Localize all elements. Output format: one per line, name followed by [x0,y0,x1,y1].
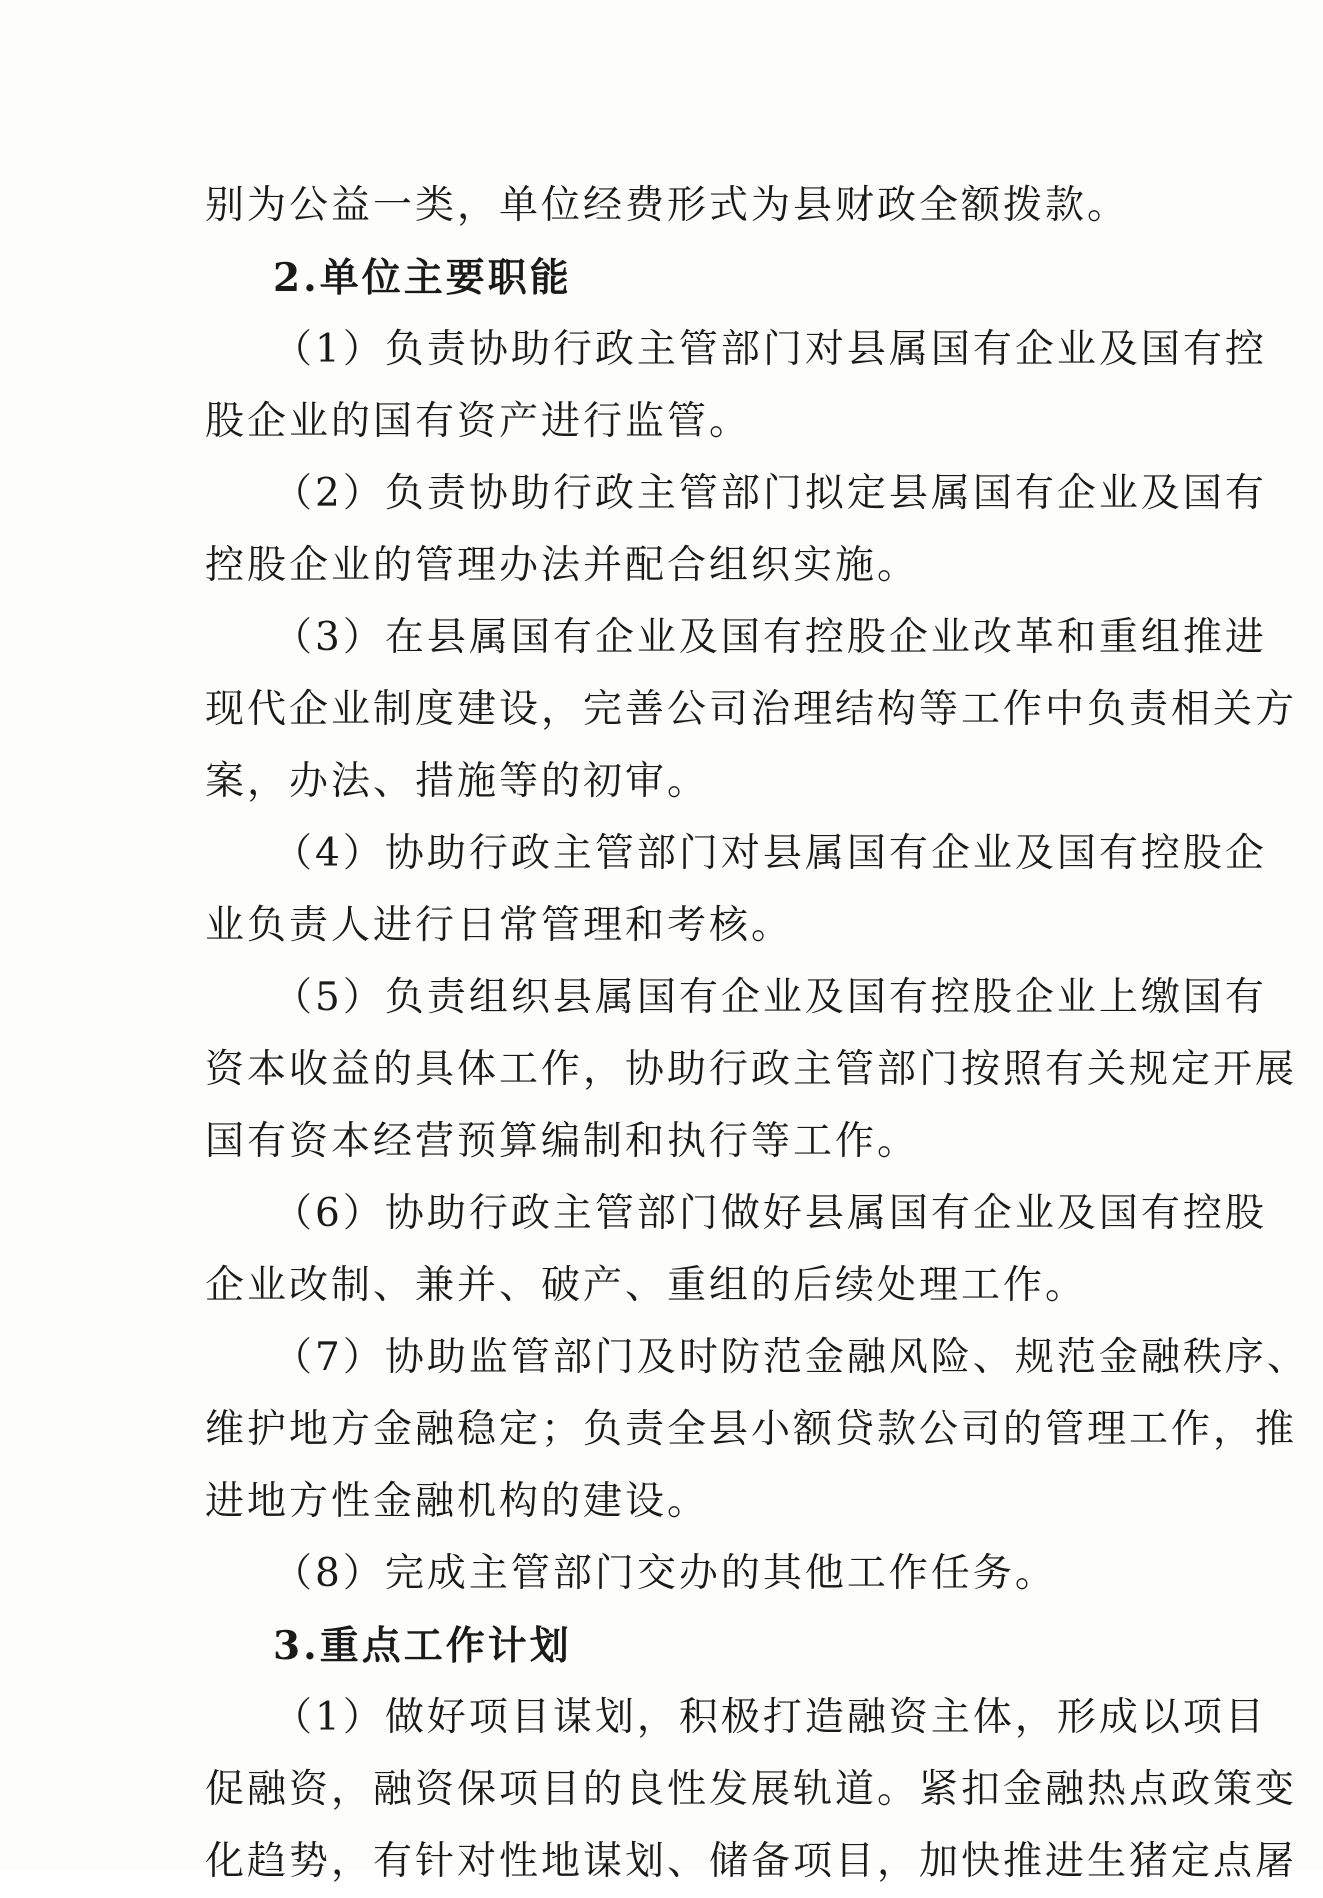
paragraph-line: 维护地方金融稳定；负责全县小额贷款公司的管理工作，推 [205,1407,1298,1452]
paragraph-line: （2）负责协助行政主管部门拟定县属国有企业及国有 [273,471,1267,516]
paragraph-line: 别为公益一类，单位经费形式为县财政全额拨款。 [205,183,1130,228]
paragraph-line: 进地方性金融机构的建设。 [205,1479,710,1524]
paragraph-line: 促融资，融资保项目的良性发展轨道。紧扣金融热点政策变 [205,1767,1298,1812]
paragraph-line: （1）做好项目谋划，积极打造融资主体，形成以项目 [273,1695,1267,1740]
paragraph-line: （5）负责组织县属国有企业及国有控股企业上缴国有 [273,975,1267,1020]
section-heading-work-plan: 3.重点工作计划 [273,1623,572,1669]
paragraph-line: （1）负责协助行政主管部门对县属国有企业及国有控 [273,327,1267,372]
section-heading-functions: 2.单位主要职能 [273,255,572,301]
paragraph-line: （3）在县属国有企业及国有控股企业改革和重组推进 [273,615,1267,660]
paragraph-line: 股企业的国有资产进行监管。 [205,399,752,444]
paragraph-line: （6）协助行政主管部门做好县属国有企业及国有控股 [273,1191,1267,1236]
document-body [205,170,1309,1898]
paragraph-line: 控股企业的管理办法并配合组织实施。 [205,543,920,588]
paragraph-line: （8）完成主管部门交办的其他工作任务。 [273,1551,1057,1596]
paragraph-line: 案，办法、措施等的初审。 [205,759,710,804]
paragraph-line: （7）协助监管部门及时防范金融风险、规范金融秩序、 [273,1335,1309,1380]
paragraph-line: 国有资本经营预算编制和执行等工作。 [205,1119,920,1164]
paragraph-line: 现代企业制度建设，完善公司治理结构等工作中负责相关方 [205,687,1298,732]
paragraph-line: 业负责人进行日常管理和考核。 [205,903,794,948]
paragraph-line: 资本收益的具体工作，协助行政主管部门按照有关规定开展 [205,1047,1298,1092]
paragraph-line: 企业改制、兼并、破产、重组的后续处理工作。 [205,1263,1088,1308]
paragraph-line: （4）协助行政主管部门对县属国有企业及国有控股企 [273,831,1267,876]
paragraph-line: 化趋势，有针对性地谋划、储备项目，加快推进生猪定点屠 [205,1839,1298,1884]
